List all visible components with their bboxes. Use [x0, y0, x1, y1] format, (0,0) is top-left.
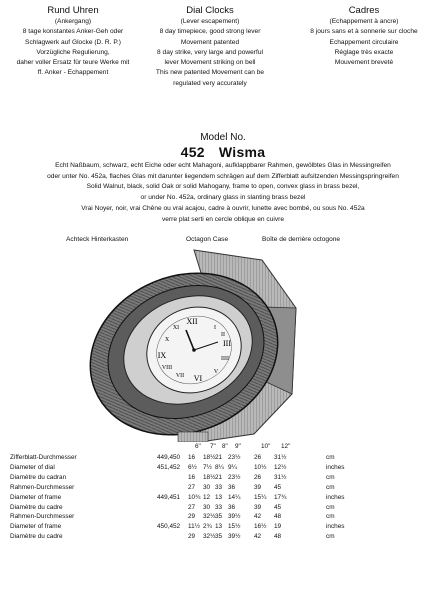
table-row — [10, 454, 440, 464]
svg-text:IIII: IIII — [221, 356, 229, 362]
dimension-value: 39 — [254, 483, 262, 491]
dimension-value: 18½ — [203, 473, 216, 481]
dimension-value: 27 — [188, 503, 196, 511]
svg-text:I: I — [214, 325, 216, 331]
dimension-value: 26 — [254, 473, 262, 481]
size-header-cell: 9" — [235, 443, 241, 450]
dimension-value: 32½ — [203, 533, 216, 541]
row-label: Diamètre du cadran — [10, 473, 67, 481]
english-line: Movement patented — [180, 38, 240, 46]
size-header-cell: 10" — [261, 443, 271, 450]
dimension-value: 33 — [215, 503, 223, 511]
dimension-value: 12 — [203, 493, 211, 501]
row-label: Diameter of frame — [10, 493, 62, 501]
model-numbers: 451,452 — [157, 463, 181, 471]
dimension-value: 36 — [228, 503, 236, 511]
german-line: daher voller Ersatz für teure Werke mit — [16, 59, 130, 67]
german-line: Schlagwerk auf Glocke (D. R. P.) — [25, 38, 121, 46]
dimension-value: 16 — [188, 473, 196, 481]
dimension-value: 31½ — [274, 473, 287, 481]
french-column — [286, 4, 442, 68]
english-line: lever Movement striking on bell — [164, 59, 256, 67]
svg-text:II: II — [221, 332, 225, 338]
row-label: Rahmen-Durchmesser — [10, 483, 75, 491]
case-label-french: Boîte de derrière octogone — [262, 236, 341, 243]
table-row — [10, 523, 440, 533]
dimension-value: 35 — [215, 533, 223, 541]
dimension-value: 19 — [274, 523, 282, 531]
size-header-cell: 12" — [281, 443, 291, 450]
french-line: Réglage très exacte — [334, 48, 394, 56]
dimension-value: 11½ — [188, 523, 200, 531]
unit-label: cm — [326, 454, 335, 461]
product-description — [6, 161, 440, 225]
dimension-value: 2¾ — [203, 523, 212, 531]
dimension-value: 30 — [203, 503, 211, 511]
clock-illustration — [82, 246, 312, 442]
dimension-value: 14¼ — [228, 493, 241, 501]
french-heading: Cadres — [348, 5, 380, 16]
german-line: 8 tage konstantes Anker-Geh oder — [22, 28, 124, 36]
dimension-value: 8¼ — [215, 463, 224, 471]
english-column — [136, 4, 284, 89]
french-line: Echappement circulaire — [329, 38, 399, 46]
model-numbers: 450,452 — [157, 523, 181, 531]
dimension-value: 39½ — [228, 513, 241, 521]
description-line: verre plat serti en cercle oblique en cuivre — [161, 215, 285, 223]
english-line: 8 day strike, very large and powerful — [157, 48, 263, 56]
dimension-value: 10¾ — [188, 493, 201, 501]
unit-label: cm — [326, 483, 335, 491]
row-label: Diameter of dial — [10, 463, 55, 471]
dimension-value: 21 — [215, 473, 223, 481]
dimension-value: 6½ — [188, 463, 197, 471]
table-row — [10, 533, 440, 543]
row-label: Rahmen-Durchmesser — [10, 513, 75, 521]
unit-label: cm — [326, 513, 335, 521]
dimension-value: 36 — [228, 483, 236, 491]
case-label-german: Achteck Hinterkasten — [66, 236, 129, 243]
svg-text:III: III — [223, 339, 231, 348]
german-line: Vorzügliche Regulierung, — [36, 48, 110, 56]
unit-label: inches — [326, 493, 345, 501]
dimension-value: 30 — [203, 483, 211, 491]
dimension-value: 45 — [274, 503, 282, 511]
dimension-value: 23½ — [228, 473, 241, 481]
unit-label: inches — [326, 463, 345, 471]
table-row — [10, 513, 440, 523]
dimension-value: 13 — [215, 523, 223, 531]
case-base — [178, 432, 208, 442]
row-label: Diamètre du cadre — [10, 533, 63, 541]
dimension-value: 39½ — [228, 533, 241, 541]
model-number-label: Model No. — [200, 132, 246, 143]
model-number: 452 — [180, 144, 205, 160]
german-line: ff. Anker - Echappement — [37, 69, 109, 77]
model-name: Wisma — [218, 144, 266, 160]
dimension-value: 33 — [215, 483, 223, 491]
dimension-value: 42 — [254, 513, 262, 521]
svg-text:V: V — [213, 369, 219, 375]
dimension-value: 42 — [254, 533, 262, 541]
table-row — [10, 494, 440, 504]
table-row — [10, 464, 440, 474]
unit-label: inches — [326, 523, 345, 531]
svg-text:IX: IX — [157, 351, 167, 360]
dimension-value: 16½ — [254, 523, 267, 531]
english-line: This new patented Movement can be — [155, 69, 265, 77]
dimension-value: 15½ — [228, 523, 241, 531]
dimension-value: 35 — [215, 513, 223, 521]
model-title — [0, 144, 446, 160]
row-label: Diameter of frame — [10, 523, 62, 531]
size-header-cell: 6" — [195, 443, 201, 450]
description-line: Solid Walnut, black, solid Oak or solid Mahogany, frame to open, convex glass in brass bezel, — [86, 183, 360, 191]
svg-text:VI: VI — [193, 374, 203, 383]
dimension-value: 48 — [274, 513, 282, 521]
dimension-value: 26 — [254, 454, 262, 461]
dimension-value: 18½ — [203, 454, 216, 461]
dimension-value: 9¼ — [228, 463, 237, 471]
french-line: Mouvement breveté — [334, 59, 394, 67]
model-numbers: 449,450 — [157, 454, 181, 461]
row-label: Zifferblatt-Durchmesser — [10, 454, 77, 461]
english-heading: Dial Clocks — [186, 5, 234, 16]
english-line: (Lever escapement) — [180, 18, 240, 25]
size-header-cell: 8" — [222, 443, 228, 450]
english-line: regulated very accurately — [173, 79, 247, 87]
dimension-value: 23½ — [228, 454, 241, 461]
unit-label: cm — [326, 473, 335, 481]
unit-label: cm — [326, 503, 335, 511]
size-header-cell: 7" — [210, 443, 216, 450]
english-line: 8 day timepiece, good strong lever — [159, 28, 261, 36]
dimension-value: 29 — [188, 513, 196, 521]
dimension-value: 45 — [274, 483, 282, 491]
dimension-value: 27 — [188, 483, 196, 491]
dimension-value: 31½ — [274, 454, 287, 461]
french-line: (Echappement à ancre) — [329, 18, 399, 25]
table-row — [10, 504, 440, 514]
german-line: (Ankergang) — [54, 18, 92, 25]
svg-text:X: X — [164, 337, 170, 343]
dimension-value: 48 — [274, 533, 282, 541]
german-heading: Rund Uhren — [47, 5, 99, 16]
dimension-value: 13 — [215, 493, 223, 501]
table-row — [10, 474, 440, 484]
dimension-value: 16 — [188, 454, 196, 461]
model-numbers: 449,451 — [157, 493, 181, 501]
row-label: Diamètre du cadre — [10, 503, 63, 511]
svg-text:XI: XI — [172, 325, 180, 331]
dimension-value: 32½ — [203, 513, 216, 521]
dimension-value: 15¼ — [254, 493, 267, 501]
description-line: Echt Naßbaum, schwarz, echt Eiche oder echt Mahagoni, aufklappbarer Rahmen, gewölbtes Glas in Messingreifen — [55, 162, 391, 169]
svg-text:VIII: VIII — [161, 365, 173, 371]
german-column — [4, 4, 142, 79]
dimension-value: 12½ — [274, 463, 287, 471]
description-line: or under No. 452a, ordinary glass in slanting brass bezel — [140, 194, 306, 202]
svg-text:VII: VII — [175, 373, 185, 379]
dimension-value: 10½ — [254, 463, 267, 471]
dimension-value: 17¾ — [274, 493, 287, 501]
dimension-value: 29 — [188, 533, 196, 541]
unit-label: cm — [326, 533, 335, 541]
description-line: Vrai Noyer, noir, vrai Chêne ou vrai acajou, cadre à ouvrir, lunette avec bombé, ou sous No. 452a — [81, 204, 365, 212]
dimension-value: 39 — [254, 503, 262, 511]
french-line: 8 jours sans et à sonnerie sur cloche — [310, 28, 418, 36]
svg-text:XII: XII — [186, 317, 198, 326]
dimension-value: 7½ — [203, 463, 212, 471]
description-line: oder unter No. 452a, flaches Glas mit darunter liegendem schrägen auf dem Zifferblatt aufsitzenden Messingspringreifen — [47, 172, 399, 180]
case-label-english: Octagon Case — [186, 236, 229, 243]
dimension-value: 21 — [215, 454, 223, 461]
table-row — [10, 484, 440, 494]
